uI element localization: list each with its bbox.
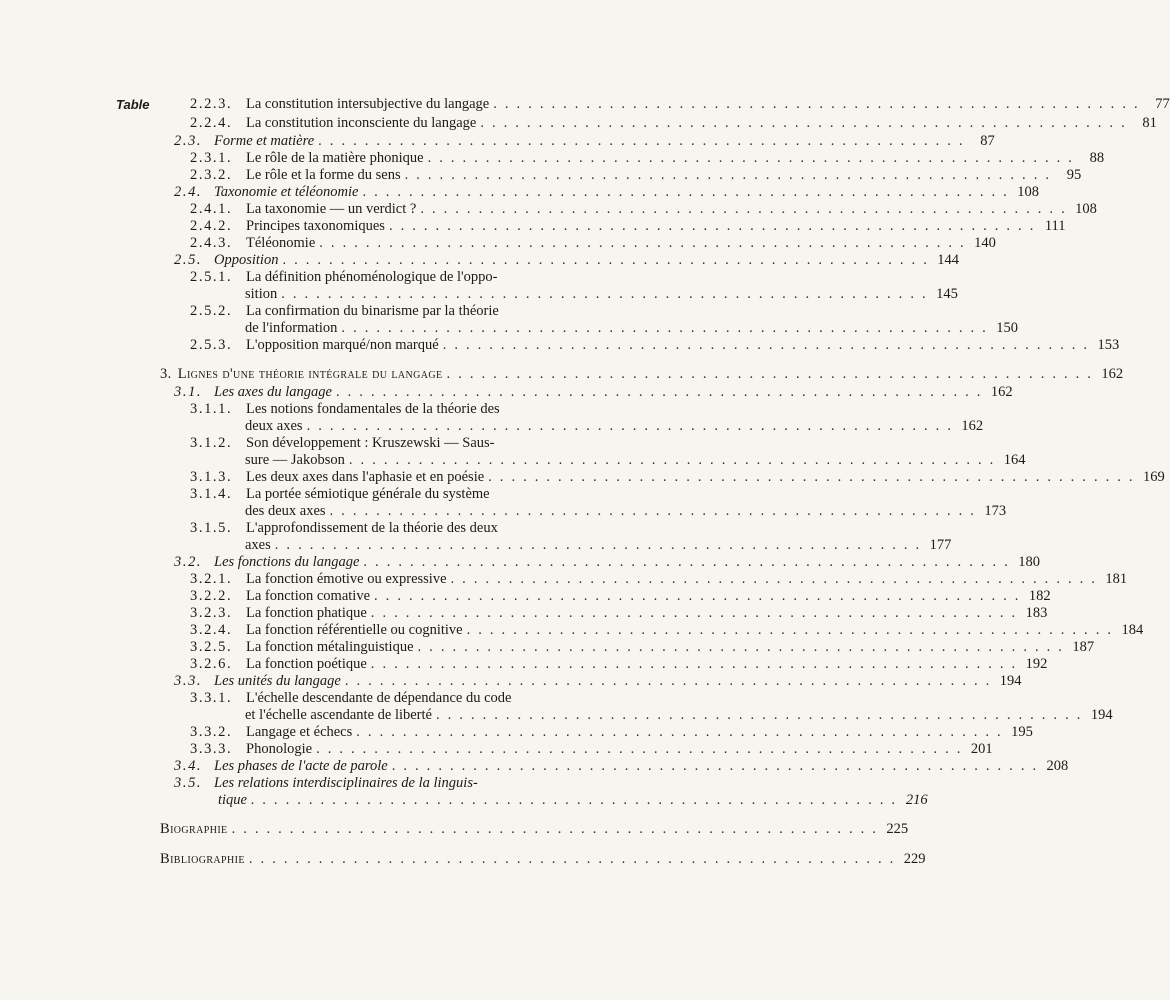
toc-entry [190,571,1128,587]
page-number: 88 [1089,150,1105,166]
entry-number: 2.2.3. [190,96,233,112]
leader-dots: . . . . . . . . . . . . . . . . . . . . . . . . . . . . . . . . . . . . . . . . . . . . . . . . . . . . . . . . [341,320,988,336]
toc-entry [190,218,1066,234]
entry-number: 3.1.4. [190,486,233,502]
entry-number: 3.2. [174,554,203,570]
leader-dots: . . . . . . . . . . . . . . . . . . . . . . . . . . . . . . . . . . . . . . . . . . . . . . . . . . . . . . . . [363,554,1010,570]
page-number: 140 [974,235,996,251]
entry-number: 2.4.1. [190,201,233,217]
page-number: 162 [961,418,984,434]
entry-title: Principes taxonomiques [246,218,385,234]
side-label: Table [116,97,150,112]
entry-number: 3.3.2. [190,724,233,740]
toc-entry [190,605,1048,621]
leader-dots: . . . . . . . . . . . . . . . . . . . . . . . . . . . . . . . . . . . . . . . . . . . . . . . . . . . . . . . . [446,366,1094,382]
toc-entry [190,724,1033,740]
toc-entry [160,851,926,867]
entry-number: 3.3. [174,673,203,689]
page-number: 194 [1090,707,1113,723]
toc-entry [190,235,996,251]
leader-dots: . . . . . . . . . . . . . . . . . . . . . . . . . . . . . . . . . . . . . . . . . . . . . . . . . . . . . . . . [427,150,1075,166]
entry-number: 3.1. [174,384,203,400]
leader-dots: . . . . . . . . . . . . . . . . . . . . . . . . . . . . . . . . . . . . . . . . . . . . . . . . . . . . . . . . [348,452,996,468]
entry-title: La fonction métalinguistique [246,639,414,655]
page-number: 111 [1044,218,1066,234]
entry-title: La portée sémiotique générale du système [246,486,490,502]
toc-entry [190,167,1082,183]
leader-dots: . . . . . . . . . . . . . . . . . . . . . . . . . . . . . . . . . . . . . . . . . . . . . . . . . . . . . . . . [466,622,1114,638]
leader-dots: . . . . . . . . . . . . . . . . . . . . . . . . . . . . . . . . . . . . . . . . . . . . . . . . . . . . . . . . [281,286,928,302]
entry-title: L'échelle descendante de dépendance du code [246,690,512,706]
toc-entry [190,487,588,502]
page-number: 144 [937,252,960,268]
toc-entry-continuation [245,286,958,302]
entry-number: 3.5. [174,775,203,791]
toc-entry [190,521,588,536]
entry-title: L'opposition marqué/non marqué [246,337,439,353]
leader-dots: . . . . . . . . . . . . . . . . . . . . . . . . . . . . . . . . . . . . . . . . . . . . . . . . . . . . . . . . [442,337,1090,353]
toc-entry-continuation [245,418,984,434]
entry-title: La fonction comative [246,588,371,604]
entry-title: Le rôle et la forme du sens [246,167,401,183]
toc-entry [190,304,588,319]
page-number: 184 [1121,622,1144,638]
leader-dots: . . . . . . . . . . . . . . . . . . . . . . . . . . . . . . . . . . . . . . . . . . . . . . . . . . . . . . . . [251,792,898,808]
page-number: 182 [1028,588,1051,604]
entry-number: 2.3.1. [190,150,233,166]
entry-number: 3.1.5. [190,520,233,536]
entry-number: 3.1.2. [190,435,233,451]
entry-title: Les notions fondamentales de la théorie des [246,401,500,417]
page-number: 87 [980,133,995,149]
toc-entry [160,366,1124,382]
entry-number: 3.3.1. [190,690,233,706]
leader-dots: . . . . . . . . . . . . . . . . . . . . . . . . . . . . . . . . . . . . . . . . . . . . . . . . . . . . . . . . [493,96,1140,112]
entry-number: 3.3.3. [190,741,233,757]
page-number: 145 [936,286,958,302]
leader-dots: . . . . . . . . . . . . . . . . . . . . . . . . . . . . . . . . . . . . . . . . . . . . . . . . . . . . . . . . [306,418,954,434]
toc-entry [174,252,960,268]
leader-dots: . . . . . . . . . . . . . . . . . . . . . . . . . . . . . . . . . . . . . . . . . . . . . . . . . . . . . . . . [435,707,1083,723]
page-number: 181 [1105,571,1128,587]
leader-dots: . . . . . . . . . . . . . . . . . . . . . . . . . . . . . . . . . . . . . . . . . . . . . . . . . . . . . . . . [318,133,965,149]
leader-dots: . . . . . . . . . . . . . . . . . . . . . . . . . . . . . . . . . . . . . . . . . . . . . . . . . . . . . . . . [388,218,1036,234]
page-number: 216 [905,792,928,808]
page-number: 208 [1046,758,1069,774]
leader-dots: . . . . . . . . . . . . . . . . . . . . . . . . . . . . . . . . . . . . . . . . . . . . . . . . . . . . . . . . [370,656,1018,672]
entry-number: 2.4. [174,184,203,200]
entry-title: Biographie [160,821,228,837]
entry-title: Les relations interdisciplinaires de la linguis- [214,775,478,791]
entry-title-continuation: deux axes [245,418,303,434]
entry-title: Les axes du langage [214,384,332,400]
entry-number: 2.3. [174,133,203,149]
leader-dots: . . . . . . . . . . . . . . . . . . . . . . . . . . . . . . . . . . . . . . . . . . . . . . . . . . . . . . . . [231,821,879,837]
leader-dots: . . . . . . . . . . . . . . . . . . . . . . . . . . . . . . . . . . . . . . . . . . . . . . . . . . . . . . . . [420,201,1067,217]
entry-title-continuation: sure — Jakobson [245,452,345,468]
leader-dots: . . . . . . . . . . . . . . . . . . . . . . . . . . . . . . . . . . . . . . . . . . . . . . . . . . . . . . . . [370,605,1018,621]
page-number: 201 [970,741,993,757]
entry-title: La fonction référentielle ou cognitive [246,622,463,638]
entry-title-continuation: de l'information [245,320,338,336]
toc-entry [190,201,1097,217]
entry-title-continuation: et l'échelle ascendante de liberté [245,707,432,723]
entry-title-continuation: axes [245,537,271,553]
toc-entry [174,133,995,149]
page-number: 173 [984,503,1007,519]
entry-title: Phonologie [246,741,313,757]
page-number: 187 [1072,639,1095,655]
entry-number: 3.1.3. [190,469,233,485]
leader-dots: . . . . . . . . . . . . . . . . . . . . . . . . . . . . . . . . . . . . . . . . . . . . . . . . . . . . . . . . [480,115,1127,131]
entry-title: Les unités du langage [214,673,341,689]
toc-entry [190,436,588,451]
page-number: 225 [886,821,909,837]
page-number: 164 [1003,452,1026,468]
entry-title: Taxonomie et téléonomie [214,184,359,200]
toc-entry [190,588,1051,604]
leader-dots: . . . . . . . . . . . . . . . . . . . . . . . . . . . . . . . . . . . . . . . . . . . . . . . . . . . . . . . . [362,184,1010,200]
entry-title: Les fonctions du langage [214,554,360,570]
toc-entry [190,402,588,417]
entry-number: 2.5.3. [190,337,233,353]
page-number: 108 [1017,184,1040,200]
toc-entry-continuation [245,537,952,553]
toc-entry-continuation [245,320,1018,336]
page-number: 150 [996,320,1018,336]
leader-dots: . . . . . . . . . . . . . . . . . . . . . . . . . . . . . . . . . . . . . . . . . . . . . . . . . . . . . . . . [488,469,1135,485]
entry-title: La fonction poétique [246,656,367,672]
toc-entry [190,691,588,706]
toc-entry-continuation [245,503,1007,519]
leader-dots: . . . . . . . . . . . . . . . . . . . . . . . . . . . . . . . . . . . . . . . . . . . . . . . . . . . . . . . . [344,673,992,689]
toc-entry [190,337,1120,353]
leader-dots: . . . . . . . . . . . . . . . . . . . . . . . . . . . . . . . . . . . . . . . . . . . . . . . . . . . . . . . . [316,741,963,757]
toc-entry [174,554,1040,570]
entry-title: Les deux axes dans l'aphasie et en poésie [246,469,485,485]
toc-entry [174,184,1040,200]
entry-title: Opposition [214,252,279,268]
leader-dots: . . . . . . . . . . . . . . . . . . . . . . . . . . . . . . . . . . . . . . . . . . . . . . . . . . . . . . . . [356,724,1003,740]
entry-title: Les phases de l'acte de parole [214,758,388,774]
entry-title-continuation: des deux axes [245,503,326,519]
entry-title: Bibliographie [160,851,245,867]
entry-number: 3. [160,366,172,382]
leader-dots: . . . . . . . . . . . . . . . . . . . . . . . . . . . . . . . . . . . . . . . . . . . . . . . . . . . . . . . . [404,167,1052,183]
entry-title: La définition phénoménologique de l'oppo- [246,269,498,285]
entry-number: 2.5.2. [190,303,233,319]
entry-title: Lignes d'une théorie intégrale du langage [177,366,443,382]
page-number: 169 [1142,469,1165,485]
page-number: 194 [999,673,1022,689]
entry-title: La taxonomie — un verdict ? [246,201,417,217]
entry-number: 3.2.3. [190,605,233,621]
leader-dots: . . . . . . . . . . . . . . . . . . . . . . . . . . . . . . . . . . . . . . . . . . . . . . . . . . . . . . . . [282,252,930,268]
leader-dots: . . . . . . . . . . . . . . . . . . . . . . . . . . . . . . . . . . . . . . . . . . . . . . . . . . . . . . . . [336,384,983,400]
page-number: 162 [990,384,1013,400]
toc-entry [190,656,1048,672]
toc-entry [190,270,588,285]
leader-dots: . . . . . . . . . . . . . . . . . . . . . . . . . . . . . . . . . . . . . . . . . . . . . . . . . . . . . . . . [248,851,896,867]
entry-title: Le rôle de la matière phonique [246,150,424,166]
leader-dots: . . . . . . . . . . . . . . . . . . . . . . . . . . . . . . . . . . . . . . . . . . . . . . . . . . . . . . . . [319,235,966,251]
page-number: 183 [1025,605,1048,621]
toc-entry [190,96,1170,112]
toc-entry [174,758,1069,774]
leader-dots: . . . . . . . . . . . . . . . . . . . . . . . . . . . . . . . . . . . . . . . . . . . . . . . . . . . . . . . . [450,571,1098,587]
page-number: 180 [1018,554,1040,570]
entry-number: 2.5.1. [190,269,233,285]
toc-entry [160,821,909,837]
entry-number: 2.5. [174,252,203,268]
page-number: 153 [1097,337,1120,353]
entry-number: 2.3.2. [190,167,233,183]
page-number: 195 [1011,724,1033,740]
page-number: 177 [929,537,952,553]
entry-title-continuation: tique [218,792,247,808]
entry-number: 3.2.6. [190,656,233,672]
entry-number: 3.4. [174,758,203,774]
page-number: 77 [1155,96,1170,112]
page-number: 95 [1066,167,1082,183]
entry-number: 2.4.2. [190,218,233,234]
entry-title: Langage et échecs [246,724,353,740]
page-number: 162 [1101,366,1124,382]
page-number: 108 [1075,201,1097,217]
toc-entry [190,150,1105,166]
leader-dots: . . . . . . . . . . . . . . . . . . . . . . . . . . . . . . . . . . . . . . . . . . . . . . . . . . . . . . . . [329,503,977,519]
entry-number: 3.2.2. [190,588,233,604]
toc-entry-continuation [245,707,1113,723]
leader-dots: . . . . . . . . . . . . . . . . . . . . . . . . . . . . . . . . . . . . . . . . . . . . . . . . . . . . . . . . [391,758,1039,774]
page-number: 192 [1025,656,1048,672]
entry-number: 3.2.5. [190,639,233,655]
toc-entry [190,639,1095,655]
toc-entry [190,741,993,757]
page-number: 229 [903,851,926,867]
leader-dots: . . . . . . . . . . . . . . . . . . . . . . . . . . . . . . . . . . . . . . . . . . . . . . . . . . . . . . . . [417,639,1065,655]
entry-title: Son développement : Kruszewski — Saus- [246,435,495,451]
entry-title: Téléonomie [246,235,316,251]
entry-number: 2.4.3. [190,235,233,251]
entry-title: Forme et matière [214,133,315,149]
entry-title: La constitution inconsciente du langage [246,115,477,131]
leader-dots: . . . . . . . . . . . . . . . . . . . . . . . . . . . . . . . . . . . . . . . . . . . . . . . . . . . . . . . . [374,588,1021,604]
toc-entry-continuation [245,452,1026,468]
entry-number: 3.2.4. [190,622,233,638]
entry-title: L'approfondissement de la théorie des deux [246,520,498,536]
toc-entry-continuation [218,792,928,808]
toc-entry [174,384,1013,400]
entry-title: La fonction phatique [246,605,367,621]
toc-entry [174,673,1022,689]
toc-entry [190,469,1165,485]
entry-number: 2.2.4. [190,115,233,131]
toc-entry [190,115,1157,131]
entry-title-continuation: sition [245,286,278,302]
page-number: 81 [1142,115,1157,131]
entry-title: La constitution intersubjective du langage [246,96,490,112]
entry-title: La confirmation du binarisme par la théorie [246,303,499,319]
toc-entry [174,776,588,791]
entry-number: 3.2.1. [190,571,233,587]
entry-number: 3.1.1. [190,401,233,417]
toc-entry [190,622,1144,638]
leader-dots: . . . . . . . . . . . . . . . . . . . . . . . . . . . . . . . . . . . . . . . . . . . . . . . . . . . . . . . . [274,537,922,553]
entry-title: La fonction émotive ou expressive [246,571,447,587]
